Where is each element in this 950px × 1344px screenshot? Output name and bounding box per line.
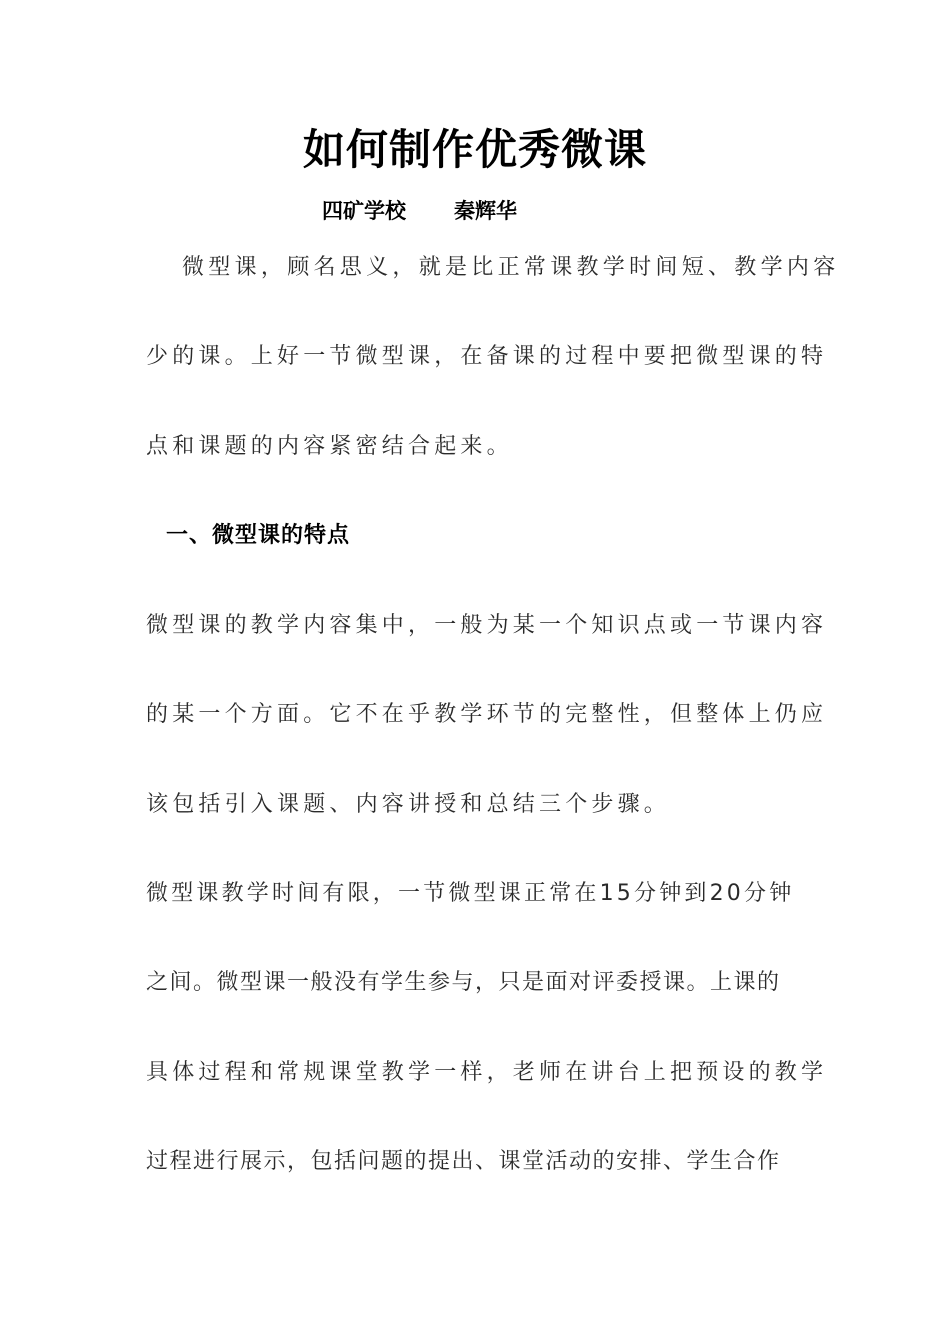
school-name: 四矿学校: [322, 199, 406, 223]
paragraph-2-line: 的某一个方面。它不在乎教学环节的完整性，但整体上仍应: [146, 702, 828, 727]
paragraph-1-line: 微型课，顾名思义，就是比正常课教学时间短、教学内容: [182, 255, 840, 280]
paragraph-2-line: 该包括引入课题、内容讲授和总结三个步骤。: [146, 792, 671, 817]
byline: [322, 196, 517, 226]
paragraph-3-line: 过程进行展示，包括问题的提出、课堂活动的安排、学生合作: [146, 1149, 781, 1174]
document-title: 如何制作优秀微课: [302, 125, 647, 174]
paragraph-3-line: 之间。微型课一般没有学生参与，只是面对评委授课。上课的: [146, 970, 781, 995]
paragraph-3-line: 具体过程和常规课堂教学一样，老师在讲台上把预设的教学: [146, 1060, 828, 1085]
paragraph-2-line: 微型课的教学内容集中，一般为某一个知识点或一节课内容: [146, 613, 828, 638]
paragraph-1-line: 点和课题的内容紧密结合起来。: [146, 434, 513, 459]
paragraph-3-line: 微型课教学时间有限，一节微型课正常在15分钟到20分钟: [146, 881, 795, 906]
paragraph-1-line: 少的课。上好一节微型课，在备课的过程中要把微型课的特: [146, 344, 828, 369]
author-name: 秦辉华: [454, 199, 517, 223]
section-heading: 一、微型课的特点: [166, 523, 351, 548]
